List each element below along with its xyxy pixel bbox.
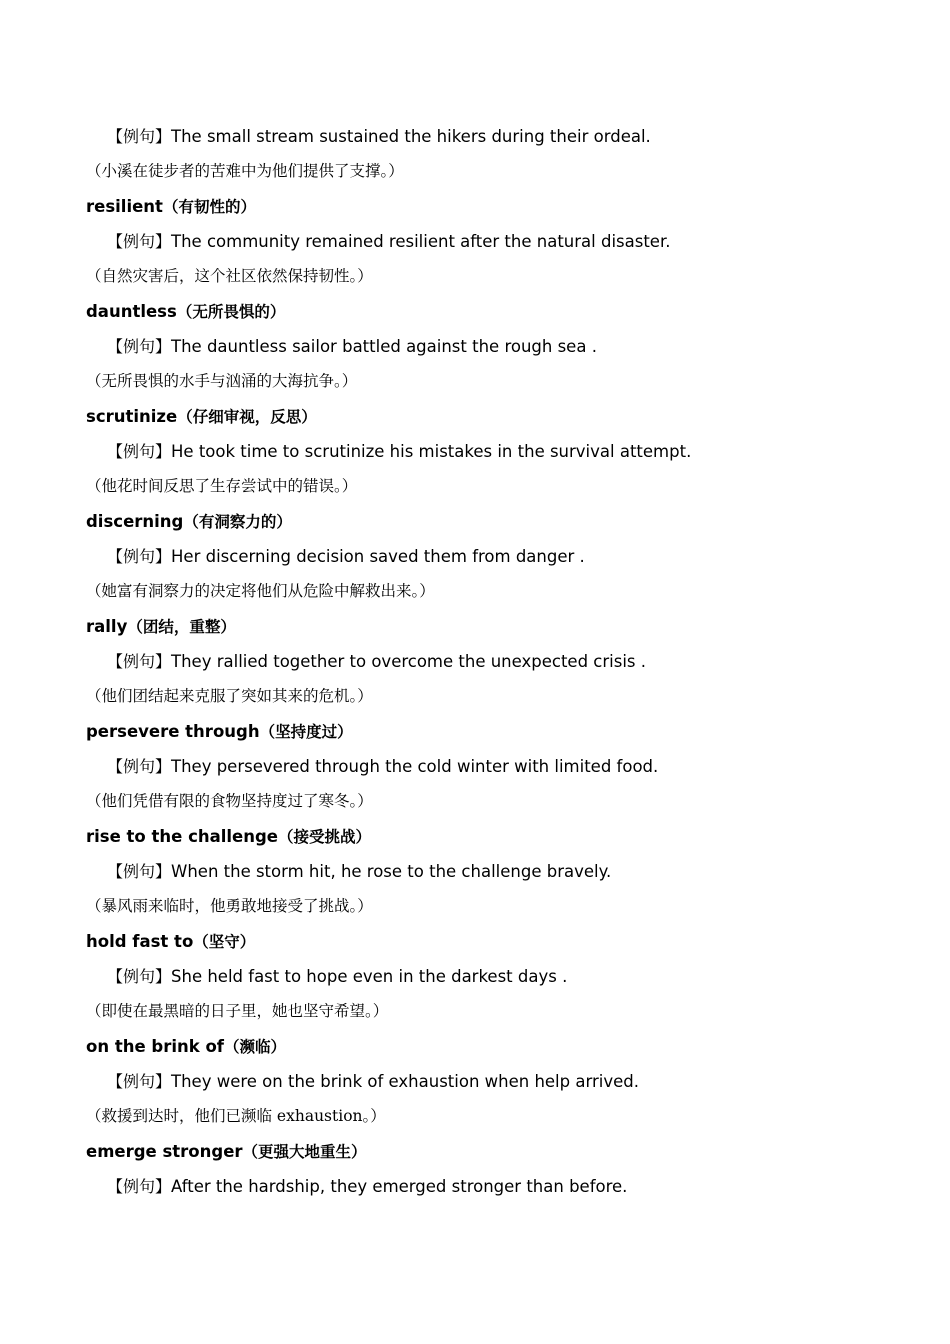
example-text: They persevered through the cold winter with limited food.: [171, 757, 659, 776]
translation-text: [86, 1099, 886, 1134]
example-tag: 【例句】: [107, 337, 172, 356]
vocabulary-entry: [86, 294, 886, 329]
headword: discerning: [86, 512, 184, 531]
translation-content: （暴风雨来临时，他勇敢地接受了挑战。）: [86, 897, 373, 915]
translation-text: [86, 574, 886, 609]
vocabulary-list: [86, 119, 886, 1204]
headword-gloss: （团结，重整）: [127, 617, 236, 636]
headword: emerge stronger: [86, 1142, 243, 1161]
translation-content: （她富有洞察力的决定将他们从危险中解救出来。）: [86, 582, 435, 600]
translation-content: （救援到达时，他们已濒临 exhaustion。）: [86, 1107, 386, 1125]
vocabulary-entry: [86, 609, 886, 644]
example-tag: 【例句】: [107, 1072, 172, 1091]
example-sentence: [86, 644, 886, 679]
headword-gloss: （坚守）: [193, 932, 256, 951]
example-sentence: [86, 854, 886, 889]
headword-gloss: （有洞察力的）: [183, 512, 292, 531]
translation-text: [86, 154, 886, 189]
headword: dauntless: [86, 302, 177, 321]
example-sentence: [86, 959, 886, 994]
example-text: After the hardship, they emerged stronger than before.: [171, 1177, 628, 1196]
headword: scrutinize: [86, 407, 178, 426]
example-text: The dauntless sailor battled against the rough sea .: [171, 337, 597, 356]
example-text: When the storm hit, he rose to the challenge bravely.: [171, 862, 612, 881]
example-tag: 【例句】: [107, 547, 172, 566]
translation-content: （无所畏惧的水手与汹涌的大海抗争。）: [86, 372, 358, 390]
headword: persevere through: [86, 722, 260, 741]
headword: on the brink of: [86, 1037, 224, 1056]
example-text: The community remained resilient after the natural disaster.: [171, 232, 671, 251]
headword: rally: [86, 617, 128, 636]
example-sentence: [86, 224, 886, 259]
translation-text: [86, 994, 886, 1029]
headword-gloss: （坚持度过）: [259, 722, 353, 741]
translation-content: （自然灾害后，这个社区依然保持韧性。）: [86, 267, 373, 285]
example-sentence: [86, 329, 886, 364]
vocabulary-entry: [86, 504, 886, 539]
headword: hold fast to: [86, 932, 194, 951]
example-tag: 【例句】: [107, 652, 172, 671]
example-tag: 【例句】: [107, 442, 172, 461]
example-sentence: [86, 1169, 886, 1204]
translation-text: [86, 784, 886, 819]
vocabulary-entry: [86, 399, 886, 434]
translation-text: [86, 469, 886, 504]
translation-text: [86, 259, 886, 294]
translation-text: [86, 679, 886, 714]
example-text: Her discerning decision saved them from danger .: [171, 547, 585, 566]
headword-gloss: （接受挑战）: [278, 827, 372, 846]
example-sentence: [86, 749, 886, 784]
translation-content: （他花时间反思了生存尝试中的错误。）: [86, 477, 358, 495]
example-sentence: [86, 119, 886, 154]
headword: resilient: [86, 197, 163, 216]
headword: rise to the challenge: [86, 827, 278, 846]
translation-content: （小溪在徒步者的苦难中为他们提供了支撑。）: [86, 162, 404, 180]
translation-content: （他们凭借有限的食物坚持度过了寒冬。）: [86, 792, 373, 810]
vocabulary-entry: [86, 1134, 886, 1169]
headword-gloss: （濒临）: [223, 1037, 286, 1056]
headword-gloss: （仔细审视，反思）: [177, 407, 317, 426]
example-text: He took time to scrutinize his mistakes in the survival attempt.: [171, 442, 692, 461]
translation-content: （他们团结起来克服了突如其来的危机。）: [86, 687, 373, 705]
example-sentence: [86, 1064, 886, 1099]
example-tag: 【例句】: [107, 127, 172, 146]
translation-text: [86, 889, 886, 924]
vocabulary-entry: [86, 189, 886, 224]
translation-content: （即使在最黑暗的日子里，她也坚守希望。）: [86, 1002, 389, 1020]
example-tag: 【例句】: [107, 862, 172, 881]
example-tag: 【例句】: [107, 232, 172, 251]
example-text: They were on the brink of exhaustion when help arrived.: [171, 1072, 639, 1091]
example-tag: 【例句】: [107, 967, 172, 986]
translation-text: [86, 364, 886, 399]
headword-gloss: （有韧性的）: [162, 197, 256, 216]
vocabulary-entry: [86, 924, 886, 959]
vocabulary-entry: [86, 1029, 886, 1064]
example-sentence: [86, 539, 886, 574]
vocabulary-entry: [86, 714, 886, 749]
example-tag: 【例句】: [107, 1177, 172, 1196]
vocabulary-entry: [86, 819, 886, 854]
headword-gloss: （无所畏惧的）: [176, 302, 286, 321]
example-tag: 【例句】: [107, 757, 172, 776]
example-sentence: [86, 434, 886, 469]
headword-gloss: （更强大地重生）: [242, 1142, 367, 1161]
example-text: She held fast to hope even in the darkest days .: [171, 967, 568, 986]
example-text: The small stream sustained the hikers during their ordeal.: [171, 127, 651, 146]
example-text: They rallied together to overcome the unexpected crisis .: [171, 652, 647, 671]
